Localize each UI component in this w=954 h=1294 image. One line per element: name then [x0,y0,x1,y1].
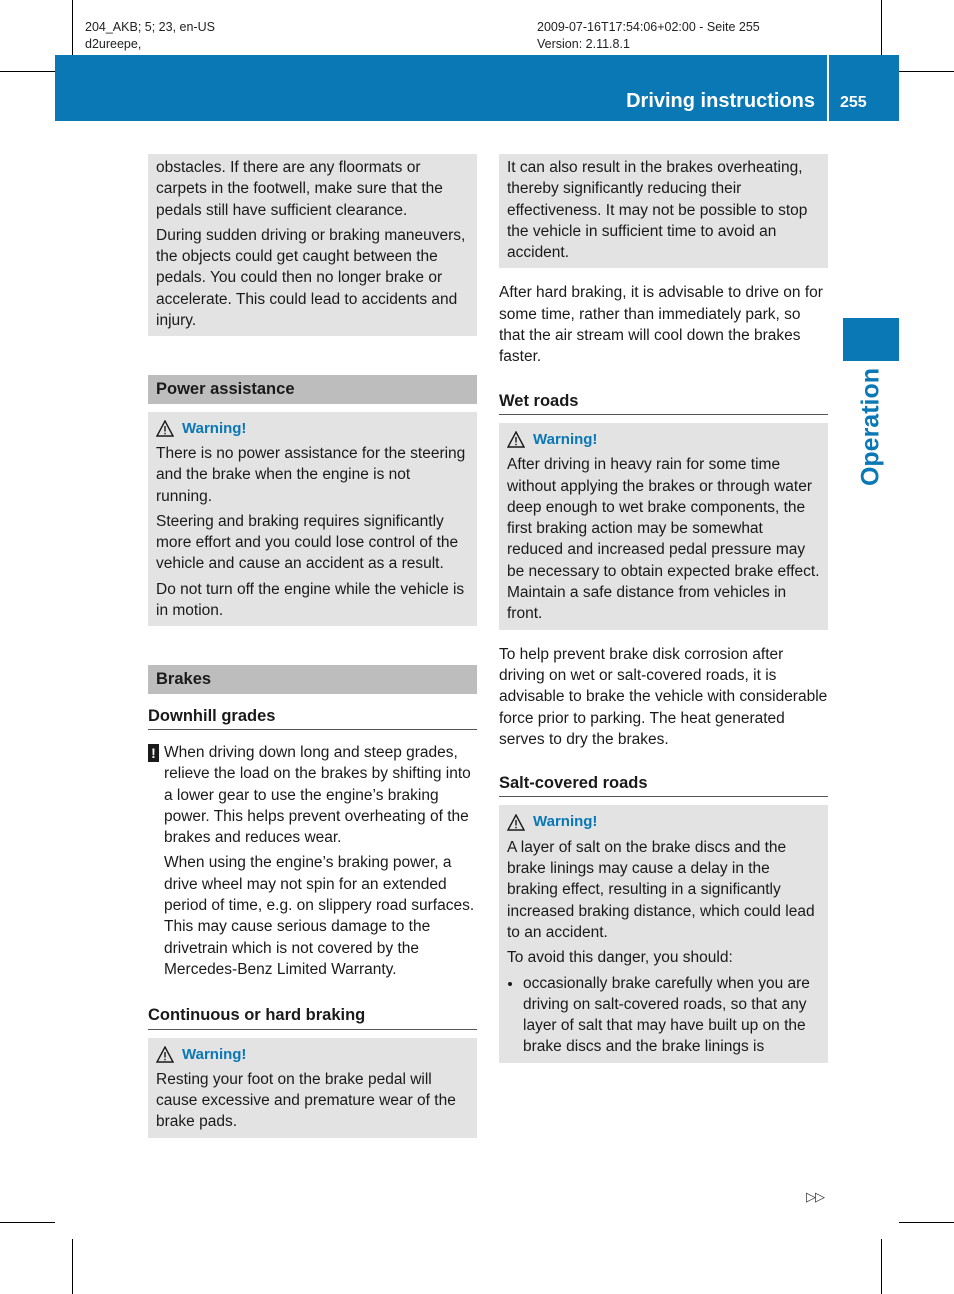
crop-mark [0,1222,55,1223]
paragraph: A layer of salt on the brake discs and the brake linings may cause a delay in the braking effect, resulting in a significantly increased braking distance, which could lead to an accident. [507,838,815,941]
paragraph: Do not turn off the engine while the vehicle is in motion. [156,580,465,620]
doc-meta-right [537,19,760,53]
warning-box-salt-roads [499,805,828,1062]
header-divider [827,55,829,121]
paragraph: obstacles. If there are any floormats or carpets in the footwell, make sure that the pedals still have sufficient clearance. [156,159,443,219]
meta-line: d2ureepe, [85,37,142,51]
subheading-continuous-hard-braking: Continuous or hard braking [148,1005,477,1029]
warning-heading [156,418,469,439]
warning-continuation-box [148,154,477,336]
paragraph: During sudden driving or braking maneuvers, the objects could get caught between the pedals. You could then no longer brake or accelerate. This could lead to accidents and injury. [156,226,466,330]
warning-box-hard-braking [148,1038,477,1138]
chapter-header [55,55,899,121]
paragraph: When using the engine’s braking power, a drive wheel may not spin for an extended period of time, e.g. on slippery road surfaces. This may cause serious damage to the drivetrain which is not covered by the Mercedes-Benz Limited Warranty. [164,854,475,978]
meta-line: 204_AKB; 5; 23, en-US [85,20,215,34]
subheading-wet-roads: Wet roads [499,391,828,415]
section-title-brakes: Brakes [148,665,477,693]
note-block [148,742,477,984]
paragraph: There is no power assistance for the steering and the brake when the engine is not running. [156,444,466,505]
note-text [164,742,477,984]
doc-meta-left [85,19,215,53]
warning-heading [507,811,820,832]
crop-mark [899,71,954,72]
warning-label: Warning! [182,419,247,437]
warning-continuation-box [499,154,828,268]
paragraph: Resting your foot on the brake pedal will cause excessive and premature wear of the brake pads. [156,1070,456,1131]
warning-box-power [148,412,477,627]
warning-label: Warning! [533,430,598,448]
paragraph: Steering and braking requires significantly more effort and you could lose control of the vehicle and cause an accident as a result. [156,512,459,573]
paragraph: After driving in heavy rain for some time without applying the brakes or through water deep enough to wet brake components, the first braking action may be somewhat reduced and increased pedal pressure may be necessary to obtain expected brake effect. Maintain a safe distance from vehicles in front. [507,456,820,623]
meta-line: 2009-07-16T17:54:06+02:00 - Seite 255 [537,20,760,34]
crop-mark [899,1222,954,1223]
list-item: • occasionally brake carefully when you are driving on salt-covered roads, so that any layer of salt that may have built up on the brake discs and the brake linings is [523,973,820,1058]
crop-mark [0,71,55,72]
crop-mark [881,1239,882,1294]
chapter-title: Driving instructions [626,90,815,112]
paragraph: To help prevent brake disk corrosion after driving on wet or salt-covered roads, it is advisable to brake the vehicle with considerable force prior to parking. The heat generated serves to dry the brakes. [499,645,828,748]
meta-line: Version: 2.11.8.1 [537,37,630,51]
crop-mark [72,1239,73,1294]
subheading-downhill-grades: Downhill grades [148,706,477,730]
warning-label: Warning! [182,1045,247,1063]
subheading-salt-covered-roads: Salt-covered roads [499,773,828,797]
crop-mark [881,0,882,55]
warning-triangle-icon [156,1046,174,1063]
paragraph: When driving down long and steep grades, relieve the load on the brakes by shifting into a lower gear to use the engine’s braking power. This helps prevent overheating of the brakes and reduces wear. [164,743,471,847]
page-number: 255 [840,94,867,111]
paragraph: To avoid this danger, you should: [507,949,733,967]
left-column [148,154,477,1138]
warning-triangle-icon [156,420,174,437]
section-tab-marker [843,318,899,361]
warning-triangle-icon [507,431,525,448]
continued-arrows-icon: ▷▷ [806,1189,824,1204]
paragraph: After hard braking, it is advisable to drive on for some time, rather than immediately park, so that the air stream will cool down the brakes faster. [499,284,823,366]
paragraph: It can also result in the brakes overheating, thereby significantly reducing their effectiveness. It may not be possible to stop the vehicle in sufficient time to avoid an accident. [507,159,808,262]
warning-heading [507,429,820,450]
exclamation-icon: ! [148,744,159,762]
warning-heading [156,1044,469,1065]
warning-label: Warning! [533,813,598,831]
crop-mark [72,0,73,55]
warning-box-wet-roads [499,423,828,630]
bullet-list [507,973,820,1058]
right-column [499,154,828,1063]
section-side-label: Operation [856,367,885,487]
section-title-power-assistance: Power assistance [148,375,477,403]
warning-triangle-icon [507,814,525,831]
